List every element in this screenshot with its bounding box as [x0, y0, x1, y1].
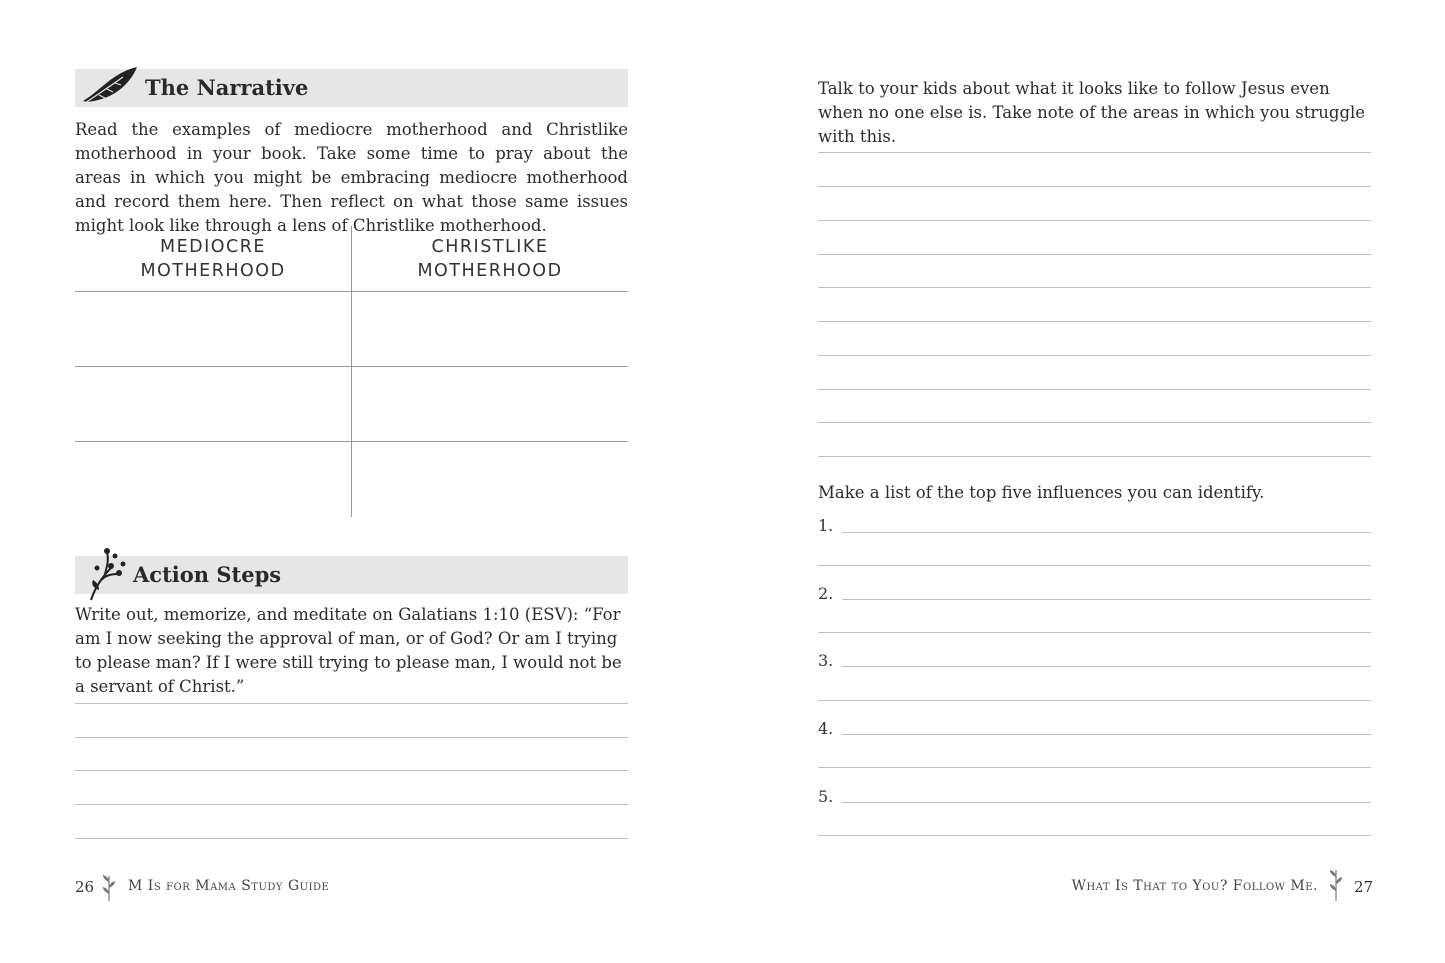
list-answer-line [842, 666, 1371, 667]
writing-line [75, 804, 628, 805]
list-answer-line [842, 802, 1371, 803]
writing-line [818, 152, 1371, 153]
writing-line [818, 355, 1371, 356]
writing-line [75, 770, 628, 771]
writing-line [818, 565, 1371, 566]
writing-line [818, 186, 1371, 187]
narrative-title: The Narrative [145, 75, 309, 100]
writing-line [75, 703, 628, 704]
running-title: What Is That to You? Follow Me. [1071, 878, 1318, 894]
writing-line [818, 767, 1371, 768]
list-answer-line [842, 599, 1371, 600]
table-header-christlike-line1: CHRISTLIKE [431, 237, 549, 257]
influences-prompt: Make a list of the top five influences you can identify. [818, 483, 1265, 502]
table-divider [351, 226, 352, 517]
writing-line [818, 321, 1371, 322]
writing-line [818, 700, 1371, 701]
table-header-mediocre [75, 235, 351, 283]
right-page [722, 0, 1445, 963]
writing-line [818, 220, 1371, 221]
list-answer-line [842, 734, 1371, 735]
writing-line [818, 287, 1371, 288]
table-row-rule [75, 441, 628, 442]
list-number: 1. [818, 516, 834, 535]
flower-sprig-icon [85, 544, 133, 604]
action-steps-title: Action Steps [133, 562, 282, 587]
feather-icon [79, 65, 139, 107]
kids-prompt: Talk to your kids about what it looks like to follow Jesus even when no one else is. Take note of the areas in which you struggle with this. [818, 79, 1366, 146]
list-number: 2. [818, 584, 834, 603]
page-number: 27 [1354, 878, 1374, 896]
narrative-body: Read the examples of mediocre motherhood and Christlike motherhood in your book. Take some time to pray about the areas in which you might be embracing mediocre motherhood and record them here. Then reflect on what those same issues might look like through a lens of Christlike motherhood. [75, 120, 628, 235]
sprig-icon [101, 874, 117, 902]
narrative-banner [75, 69, 628, 107]
writing-line [818, 835, 1371, 836]
page-number: 26 [75, 878, 95, 896]
action-steps-body: Write out, memorize, and meditate on Galatians 1:10 (ESV): “For am I now seeking the approval of man, or of God? Or am I trying to please man? If I were still trying to please man, I would not be a servant of Christ.” [75, 605, 622, 696]
running-title: M Is for Mama Study Guide [128, 878, 330, 894]
table-header-christlike-line2: MOTHERHOOD [417, 261, 563, 281]
table-header-mediocre-line1: MEDIOCRE [159, 237, 266, 257]
table-header-mediocre-line2: MOTHERHOOD [140, 261, 286, 281]
left-page [0, 0, 722, 963]
list-answer-line [842, 532, 1371, 533]
table-header-rule [75, 291, 628, 292]
sprig-icon [1328, 868, 1344, 902]
writing-line [818, 456, 1371, 457]
list-number: 5. [818, 787, 834, 806]
writing-line [818, 422, 1371, 423]
table-row-rule [75, 366, 628, 367]
writing-line [818, 632, 1371, 633]
writing-line [75, 737, 628, 738]
writing-line [818, 389, 1371, 390]
list-number: 4. [818, 719, 834, 738]
table-header-christlike [352, 235, 628, 283]
action-steps-banner [75, 556, 628, 594]
list-number: 3. [818, 651, 834, 670]
writing-line [75, 838, 628, 839]
writing-line [818, 254, 1371, 255]
